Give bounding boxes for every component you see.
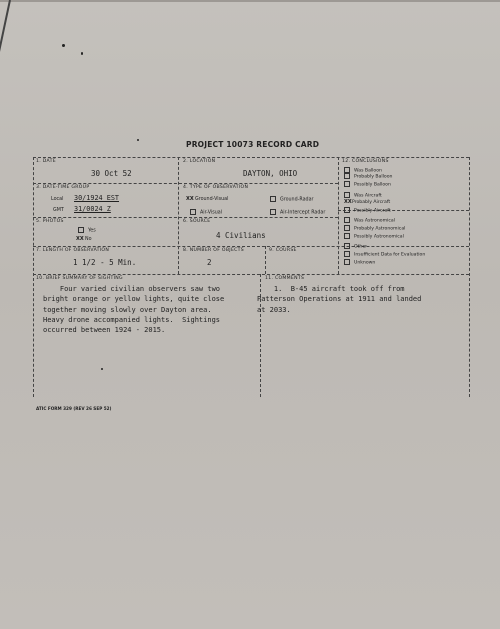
rule — [33, 217, 338, 218]
conclusion-item — [344, 233, 425, 241]
record-card-form — [33, 154, 469, 402]
conclusion-possibly-aircraft: Possibly Aircraft — [354, 208, 391, 213]
conclusion-possibly-balloon: Possibly Balloon — [354, 182, 391, 188]
conclusion-other: Other — [354, 244, 368, 250]
conclusion-item — [344, 199, 425, 206]
air-intercept-checkbox — [270, 209, 276, 215]
summary-label: 10. BRIEF SUMMARY OF SIGHTING — [36, 276, 123, 281]
conclusion-checkbox — [344, 173, 350, 179]
conclusion-was-balloon: Was Balloon — [354, 168, 382, 174]
conclusion-checkbox — [344, 259, 350, 265]
conclusion-item — [344, 192, 425, 200]
ground-visual-mark: XX — [186, 196, 194, 202]
conclusion-item — [344, 225, 425, 233]
rule — [33, 157, 469, 158]
conclusion-checkbox — [344, 217, 350, 223]
conclusions-label: 12. CONCLUSIONS — [342, 159, 389, 164]
conclusion-possibly-astronomical: Possibly Astronomical — [354, 234, 404, 240]
air-intercept-label: Air-Intercept Radar — [280, 210, 326, 216]
comments-text: 1. B-45 aircraft took off from Patterson Operations at 1911 and landed at 2033. — [257, 285, 422, 314]
conclusion-checkbox — [344, 225, 350, 231]
conclusions-list — [344, 167, 425, 266]
date-value: 30 Oct 52 — [91, 169, 132, 178]
photos-no-option — [76, 236, 92, 242]
speck — [81, 52, 83, 55]
source-label: 6. SOURCE — [183, 219, 211, 224]
conclusion-checkbox — [344, 181, 350, 187]
date-label: 1. DATE — [36, 159, 56, 164]
comments-label: 11. COMMENTS — [265, 276, 305, 281]
location-label: 2. LOCATION — [183, 159, 216, 164]
conclusion-item — [344, 217, 425, 225]
conclusion-probably-astronomical: Probably Astronomical — [354, 226, 406, 232]
ground-radar-option — [270, 196, 314, 203]
conclusion-checkbox — [344, 243, 350, 249]
air-visual-checkbox — [190, 209, 196, 215]
length-label: 7. LENGTH OF OBSERVATION — [36, 248, 110, 253]
local-label: Local — [51, 197, 64, 202]
local-time-value: 30/1924 EST — [74, 194, 120, 202]
conclusion-item — [344, 243, 425, 251]
course-label: 9. COURSE — [269, 248, 297, 253]
photos-no-mark: XX — [76, 236, 84, 242]
conclusion-probably-aircraft: Probably Aircraft — [352, 200, 391, 206]
photos-yes-option — [78, 227, 96, 234]
conclusion-was-astronomical: Was Astronomical — [354, 218, 395, 224]
paper-corner-mark — [0, 0, 11, 59]
objects-value: 2 — [207, 258, 212, 267]
conclusion-checkbox — [344, 251, 350, 257]
ground-visual-option — [186, 196, 228, 202]
photos-label: 5. PHOTOS — [36, 219, 64, 224]
card-title: PROJECT 10073 RECORD CARD — [186, 140, 320, 149]
photos-yes-label: Yes — [88, 228, 96, 234]
rule — [33, 157, 34, 397]
photos-yes-checkbox — [78, 227, 84, 233]
air-visual-option — [190, 209, 222, 216]
location-value: DAYTON, OHIO — [243, 169, 298, 178]
speck — [62, 44, 65, 47]
conclusion-checkbox — [344, 233, 350, 239]
air-intercept-option — [270, 209, 325, 216]
conclusion-item — [344, 207, 425, 215]
gmt-label: GMT — [53, 208, 64, 213]
conclusion-mark: XX — [344, 199, 352, 206]
observation-type-label: 4. TYPE OF OBSERVATION — [183, 185, 249, 190]
ground-visual-label: Ground-Visual — [195, 197, 229, 202]
air-visual-label: Air-Visual — [200, 210, 223, 216]
objects-label: 8. NUMBER OF OBJECTS — [183, 248, 244, 253]
conclusion-item — [344, 181, 425, 189]
conclusion-probably-balloon: Probably Balloon — [354, 174, 393, 180]
conclusion-item — [344, 259, 425, 267]
rule — [265, 246, 266, 274]
conclusion-checkbox — [344, 207, 350, 213]
conclusion-checkbox — [344, 167, 350, 173]
form-number: ATIC FORM 329 (REV 26 SEP 52) — [36, 406, 112, 411]
summary-text: Four varied civilian observers saw two bright orange or yellow lights, quite close together moving slowly over Dayton area. Heavy drone accompanied lights. Sightings occurred between 1924 - 2015. — [43, 285, 225, 335]
conclusion-insufficient-data: Insufficient Data for Evaluation — [354, 252, 426, 258]
rule — [33, 274, 469, 275]
ground-radar-checkbox — [270, 196, 276, 202]
rule — [33, 183, 338, 184]
top-edge — [0, 0, 500, 2]
ground-radar-label: Ground-Radar — [280, 197, 314, 203]
source-value: 4 Civilians — [216, 231, 266, 240]
datetime-label: 3. DATE-TIME GROUP — [36, 185, 90, 190]
rule — [469, 157, 470, 397]
length-value: 1 1/2 - 5 Min. — [73, 258, 137, 267]
conclusion-item — [344, 251, 425, 259]
rule — [338, 157, 339, 274]
photos-no-label: No — [85, 237, 92, 242]
rule — [178, 157, 179, 274]
speck — [137, 139, 139, 141]
conclusion-item — [344, 173, 425, 181]
conclusion-checkbox — [344, 192, 350, 198]
gmt-time-value: 31/0024 Z — [74, 205, 111, 213]
conclusion-unknown: Unknown — [354, 260, 376, 266]
conclusion-was-aircraft: Was Aircraft — [354, 193, 382, 199]
